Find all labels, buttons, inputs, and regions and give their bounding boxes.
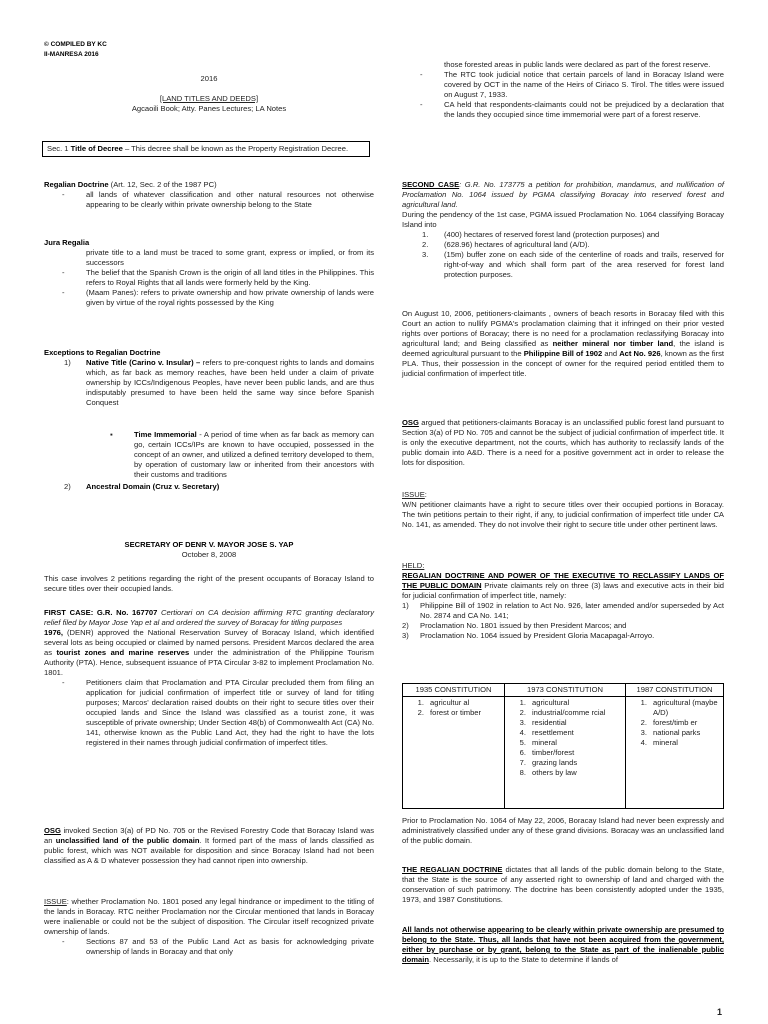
issue-second: ISSUE: W/N petitioner claimants have a right to secure titles over their occupied portions in Boracay. The twin petitions pertain to their right, if any, to judicial confirmation of imperfect title under CA No. 141, as amended. They do not involve their right to secure title under other pertinent laws. <box>402 490 724 529</box>
time-immemorial: ▪ Time Immemorial - A period of time when as far back as memory can go, certain ICCs/IPs are known to have occupied, possessed in the concept of an owner, and utilized a defined territory developed to them, by operation of customary law or inherited from their ancestors with their customs and traditions <box>44 430 374 480</box>
regalian-item: all lands of whatever classification and other natural resources not otherwise appearing to be clearly within private ownership belong to the State <box>86 190 374 209</box>
table-cell-1935: 1. agricultur al 2. forest or timber <box>403 697 505 809</box>
regalian-heading: Regalian Doctrine <box>44 180 109 189</box>
case-heading <box>44 540 374 560</box>
second-case: SECOND CASE: G.R. No. 173775 a petition for prohibition, mandamus, and nullification of Proclamation No. 1064 issued by PGMA classifying Boracay into reserved forest and agricultural land. During the pendency of the 1st case, PGMA issued Proclamation No. 1064 classifying Boracay Island into 1. (400) hectares of reserved forest land (protection purposes) and 2. (628.96) hectares of agricultural land (A/D). 3. (15m) buffer zone on each side of the centerline of roads and trails, reserved for right-of-way and which shall form part of the area reserved for forest land protection purposes. <box>402 180 724 279</box>
section-label: II-MANRESA 2016 <box>44 51 99 58</box>
table-header: 1973 CONSTITUTION <box>505 684 626 697</box>
table-header: 1987 CONSTITUTION <box>626 684 724 697</box>
constitution-table <box>402 683 724 809</box>
sec1-box: Sec. 1 Title of Decree – This decree shall be known as the Property Registration Decree. <box>42 141 370 157</box>
exceptions-heading: Exceptions to Regalian Doctrine <box>44 348 161 357</box>
first-case: FIRST CASE: G.R. No. 167707 Certiorari on CA decision affirming RTC granting declaratory relief filed by Mayor Jose Yap et al and ordered the survey of Boracay for titling purposes 1976, (DENR) approved the National Reservation Survey of Boracay Island, which identified several lots as being occupied or claimed by named persons. President Marcos declared the area as tourist zones and marine reserves under the administration of the Philippine Tourism Authority (PTA). Hence, subsequent issuance of PTA Circular 3-82 to implement Proclamation No. 1801. - Petitioners claim that Proclamation and PTA Circular precluded them from filing an application for judicial confirmation of imperfect title or survey of land for titling purposes; Marcos' declaration raised doubts on their right to secure titles over their occupied lands and Since the Island was classified as a tourist zone, it was susceptible of private ownership; Under Section 48(b) of Commonwealth Act (CA) No. 141, otherwise known as the Public Land Act, they had the right to have the lots registered in their names through judicial confirmation of imperfect titles. <box>44 608 374 747</box>
regalian-doctrine-paragraph: THE REGALIAN DOCTRINE dictates that all lands of the public domain belong to the State, that the State is the source of any asserted right to ownership of land and charged with the conservation of such patrimony. The doctrine has been consistently adopted under the 1935, 1973, and 1987 Constitutions. <box>402 865 725 904</box>
table-cell-1987: 1. agricultural (maybe A/D) 2. forest/timb er 3. national parks 4. mineral <box>626 697 724 809</box>
final-paragraph: All lands not otherwise appearing to be clearly within private ownership are presumed to belong to the State. Thus, all lands that have not been acquired from the government, either by purchase or by grant, belong to the State as part of the inalienable public domain. Necessarily, it is up to the State to determine if lands of <box>402 925 724 964</box>
held-section: HELD: REGALIAN DOCTRINE AND POWER OF THE EXECUTIVE TO RECLASSIFY LANDS OF THE PUBLIC DOMAIN Private claimants rely on three (3) laws and executive acts in their bid for judicial confirmation of imperfect title, namely: 1) Philippine Bill of 1902 in relation to Act No. 926, later amended and/or superseded by Act No. 2874 and CA No. 141; 2) Proclamation No. 1801 issued by then President Marcos; and 3) Proclamation No. 1064 issued by President Gloria Macapagal-Arroyo. <box>402 561 724 640</box>
rtc-section: those forested areas in public lands were declared as part of the forest reserve. - The RTC took judicial notice that certain parcels of land in Boracay Island were covered by OCT in the name of the Heirs of Ciriaco S. Tirol. The titles were issued on August 7, 1933. - CA held that respondents-claimants could not be prejudiced by a declaration that the lands they occupied since time immemorial were part of a forest reserve. <box>420 60 724 119</box>
jura-heading: Jura Regalia <box>44 238 90 247</box>
jura-item: The belief that the Spanish Crown is the origin of all land titles in the Philippines. This refers to Royal Rights that all lands were formerly held by the King. <box>86 268 374 287</box>
exceptions-section: Exceptions to Regalian Doctrine 1) Native Title (Carino v. Insular) – refers to pre-conquest rights to lands and domains which, as far back as memory reaches, have been held under a claim of private ownership by ICCs/Indigenous Peoples, have never been public lands, and are thus indisputably presumed to have been held the same way since before Spanish Conquest ▪ Time Immemorial - A period of time when as far back as memory can go, certain ICCs/IPs are known to have occupied, possessed in the concept of an owner, and utilized a defined territory developed to them, by operation of customary law or inherited from their ancestors with their customs and traditions 2) Ancestral Domain (Cruz v. Secretary) <box>44 348 375 491</box>
doc-sources: Agcaoili Book; Atty. Panes Lectures; LA Notes <box>131 104 287 113</box>
doc-title: [LAND TITLES AND DEEDS] <box>159 94 259 103</box>
compiled-by: © COMPILED BY KC <box>44 41 107 48</box>
osg-first: OSG invoked Section 3(a) of PD No. 705 or the Revised Forestry Code that Boracay Island was an unclassified land of the public domain. It formed part of the mass of lands classified as public forest, which was NOT available for disposition and since Boracay Island had not been classified as A & D whatever possession they had cannot ripen into ownership. <box>44 826 374 865</box>
regalian-section: Regalian Doctrine (Art. 12, Sec. 2 of the 1987 PC) - all lands of whatever classification and other natural resources not otherwise appearing to be clearly within private ownership belong to the State <box>44 180 374 209</box>
jura-item: (Maam Panes): refers to private ownership and how private ownership of lands were given by virtue of the royal rights possessed by the King <box>86 288 374 307</box>
table-cell-1973: 1. agricultural 2. industrial/comme rcial 3. residential 4. resettlement 5. mineral 6. timber/forest 7. grazing lands 8. others by law <box>505 697 626 809</box>
table-header: 1935 CONSTITUTION <box>403 684 505 697</box>
jura-section: Jura Regalia private title to a land must be traced to some grant, express or implied, or from its successors - The belief that the Spanish Crown is the origin of all land titles in the Philippines. This refers to Royal Rights that all lands were formerly held by the King. - (Maam Panes): refers to private ownership and how private ownership of lands were given by virtue of the royal rights possessed by the King <box>44 238 374 307</box>
case-date: October 8, 2008 <box>181 550 237 559</box>
year: 2016 <box>200 74 218 83</box>
prior-paragraph: Prior to Proclamation No. 1064 of May 22, 2006, Boracay Island had never been expressly and administratively classified under any of these grand divisions. Boracay was an unclassified land of the public domain. <box>402 816 724 845</box>
bullet-icon: ▪ <box>110 430 113 439</box>
osg-second: OSG argued that petitioners-claimants Boracay is an unclassified public forest land pursuant to Section 3(a) of PD No. 705 and cannot be the subject of judicial confirmation of imperfect title. It is only the executive department, not the courts, which has authority to reclassify lands of the public domain into A&D. There is a need for a positive government act in order to release the lots for disposition. <box>402 418 724 467</box>
page-number: 1 <box>716 1007 722 1017</box>
petitioners-claim: Petitioners claim that Proclamation and PTA Circular precluded them from filing an application for judicial confirmation of imperfect title or survey of land for titling purposes; Marcos' declaration raised doubts on their right to secure titles over their occupied lands and Since the Island was classified as a tourist zone, it was susceptible of private ownership; Under Section 48(b) of Commonwealth Act (CA) No. 141, otherwise known as the Public Land Act, they had the right to have the lots registered in their names through judicial confirmation of imperfect titles. <box>86 678 374 747</box>
issue-first: ISSUE: whether Proclamation No. 1801 posed any legal hindrance or impediment to the titling of the lands in Boracay. RTC neither Proclamation nor the Circular mentioned that lands in Boracay were inalienable or could not be the subject of disposition. The Circular itself recognized private ownership of lands. - Sections 87 and 53 of the Public Land Act as basis for acknowledging private ownership of lands in Boracay and that only <box>44 897 374 956</box>
august-paragraph: On August 10, 2006, petitioners-claimants , owners of beach resorts in Boracay filed with this Court an action to nullify PGMA's proclamation claiming that it infringed on their prior vested rights over portions of Boracay; there is no need for a proclamation reclassifying Boracay into agricultural land; and Being classified as neither mineral nor timber land, the island is deemed agricultural pursuant to the Philippine Bill of 1902 and Act No. 926, known as the first PLA. Thus, their possession in the concept of owner for the required period entitled them to judicial confirmation of imperfect title. <box>402 309 724 378</box>
case-title: SECRETARY OF DENR V. MAYOR JOSE S. YAP <box>124 540 294 549</box>
case-intro: This case involves 2 petitions regarding the right of the present occupants of Boracay Island to secure titles over their occupied lands. <box>44 574 374 593</box>
